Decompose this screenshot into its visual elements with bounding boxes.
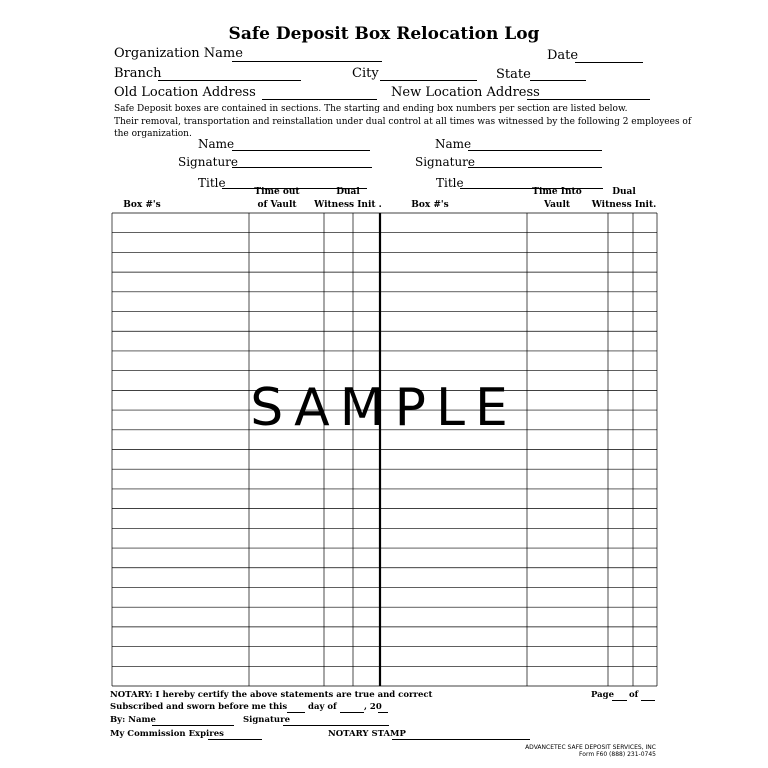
left-col-time-out-header: Time out of Vault [254,187,300,210]
instructions-line-1: Safe Deposit boxes are contained in sections. The starting and ending box numbers per section are listed below. [114,104,628,114]
new-location-address-label: New Location Address [391,85,540,100]
witness-1-name-label: Name [198,137,235,151]
page-title: Safe Deposit Box Relocation Log [228,24,540,44]
year-prefix: , 20 [364,702,382,712]
publisher-info: ADVANCETEC SAFE DEPOSIT SERVICES, INC Form F60 (888) 231-0745 [525,744,656,758]
sample-watermark: SAMPLE [250,378,518,438]
witness-2-title-label: Title [436,176,464,190]
right-col-box-header: Box #'s [411,200,449,210]
date-label: Date [547,48,579,63]
organization-name-label: Organization Name [114,46,243,61]
right-col-dual-witness-header: Dual Witness Init. [591,187,657,210]
notary-stamp-area[interactable] [392,739,530,740]
subscribed-day-field[interactable] [287,712,305,713]
witness-2-name-label: Name [435,137,472,151]
right-col-time-into-header: Time Into Vault [532,187,582,210]
page-of-label: of [629,690,639,700]
notary-signature-field[interactable] [283,725,389,726]
left-col-box-header: Box #'s [123,200,161,210]
witness-1-title-label: Title [198,176,226,190]
by-name-label: By: Name [110,715,156,725]
subscribed-month-field[interactable] [340,712,364,713]
state-label: State [496,67,531,82]
city-label: City [352,66,379,81]
commission-expires-label: My Commission Expires [110,729,224,739]
left-col-dual-witness-header: Dual Witness Init . [314,187,382,210]
notary-statement: NOTARY: I hereby certify the above statements are true and correct [110,690,433,700]
old-location-address-label: Old Location Address [114,85,256,100]
branch-label: Branch [114,66,162,81]
instructions-line-3: the organization. [114,129,192,139]
witness-2-signature-label: Signature [415,155,476,169]
notary-stamp-label: NOTARY STAMP [328,729,406,739]
witness-1-signature-label: Signature [178,155,239,169]
notary-name-field[interactable] [152,725,234,726]
page-total-field[interactable] [641,700,655,701]
notary-signature-label: Signature [243,715,290,725]
page-number-field[interactable] [612,700,627,701]
subscribed-year-field[interactable] [378,712,388,713]
instructions-line-2: Their removal, transportation and reinstallation under dual control at all times was witnessed by the following 2 employees of [114,117,692,127]
page-label: Page [591,690,615,700]
commission-expires-field[interactable] [208,739,262,740]
day-of-label: day of [308,702,337,712]
subscribed-statement: Subscribed and sworn before me this [110,702,288,712]
